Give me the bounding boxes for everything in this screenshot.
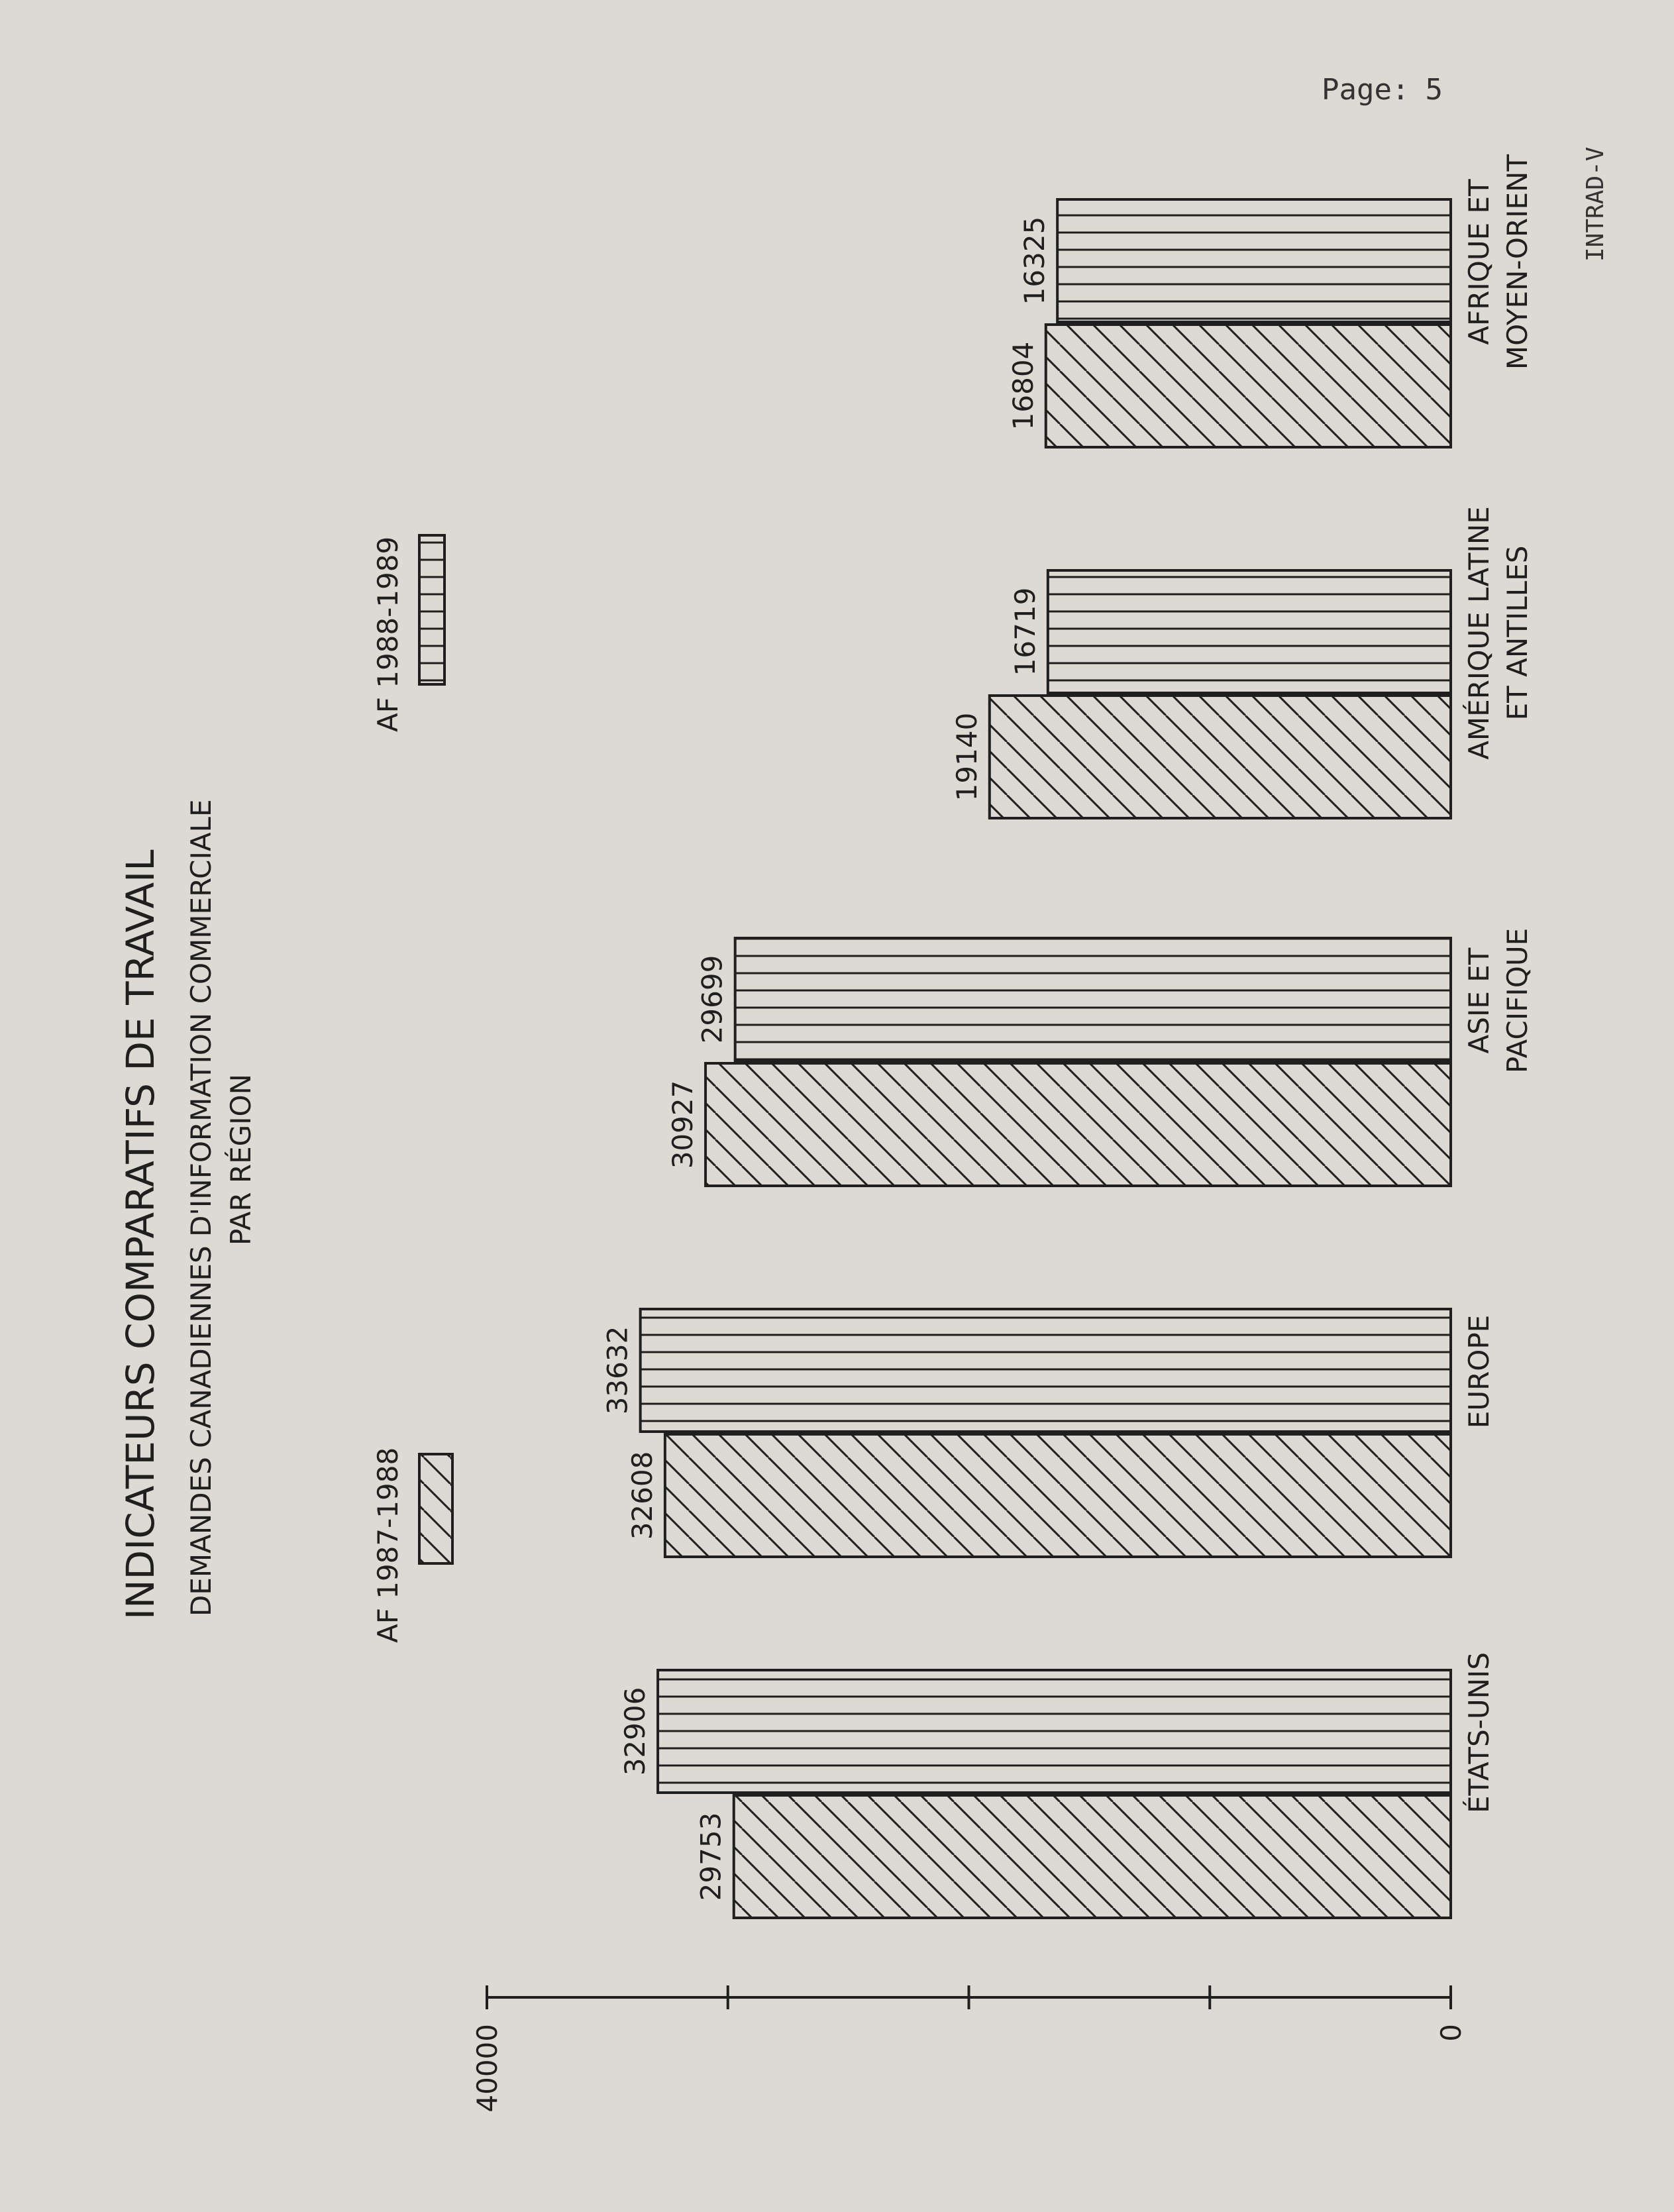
bar-af-1987-1988 bbox=[706, 1063, 1451, 1186]
legend-label: AF 1988-1989 bbox=[372, 536, 404, 732]
bar-value-label: 29753 bbox=[694, 1812, 727, 1901]
bar-value-label: 16719 bbox=[1008, 587, 1041, 676]
bar-value-label: 16325 bbox=[1018, 216, 1051, 305]
legend-label: AF 1987-1988 bbox=[372, 1447, 404, 1643]
category-label: AMÉRIQUE LATINE bbox=[1463, 506, 1495, 760]
chart-subtitle-2: PAR RÉGION bbox=[225, 1073, 257, 1245]
axis-tick-label-max: 40000 bbox=[471, 2024, 503, 2113]
bar-af-1988-1989 bbox=[735, 938, 1451, 1061]
bar-af-1988-1989 bbox=[658, 1670, 1451, 1793]
bar-af-1988-1989 bbox=[641, 1309, 1451, 1432]
document-code: INTRAD-V bbox=[1582, 146, 1609, 262]
bar-af-1987-1988 bbox=[1046, 325, 1451, 447]
category-label: AFRIQUE ET bbox=[1463, 179, 1495, 345]
bar-value-label: 32608 bbox=[625, 1451, 658, 1540]
category-label: EUROPE bbox=[1463, 1314, 1495, 1429]
bar-value-label: 19140 bbox=[950, 712, 983, 802]
category-label: ET ANTILLES bbox=[1501, 545, 1534, 721]
bar-value-label: 32906 bbox=[619, 1687, 652, 1776]
bar-af-1987-1988 bbox=[734, 1795, 1451, 1918]
page-number: 5 bbox=[1425, 73, 1443, 107]
bar-value-label: 30927 bbox=[666, 1080, 700, 1169]
bar-af-1987-1988 bbox=[990, 696, 1451, 818]
axis-tick-label-min: 0 bbox=[1435, 2024, 1467, 2042]
legend-swatch bbox=[419, 1454, 452, 1563]
chart-title: INDICATEURS COMPARATIFS DE TRAVAIL bbox=[118, 849, 163, 1620]
category-label: ÉTATS-UNIS bbox=[1463, 1652, 1495, 1814]
category-label: MOYEN-ORIENT bbox=[1501, 154, 1534, 370]
bar-af-1988-1989 bbox=[1057, 199, 1451, 322]
bar-value-label: 29699 bbox=[696, 955, 729, 1044]
legend-swatch bbox=[419, 535, 445, 684]
bar-af-1987-1988 bbox=[665, 1434, 1451, 1557]
category-label: ASIE ET bbox=[1463, 947, 1495, 1054]
category-label: PACIFIQUE bbox=[1501, 927, 1534, 1074]
bar-value-label: 33632 bbox=[601, 1326, 634, 1415]
chart-subtitle: DEMANDES CANADIENNES D'INFORMATION COMMERCIALE bbox=[185, 799, 217, 1616]
bar-af-1988-1989 bbox=[1048, 570, 1451, 693]
bar-value-label: 16804 bbox=[1006, 341, 1039, 431]
page-label-text: Page: bbox=[1322, 73, 1410, 107]
